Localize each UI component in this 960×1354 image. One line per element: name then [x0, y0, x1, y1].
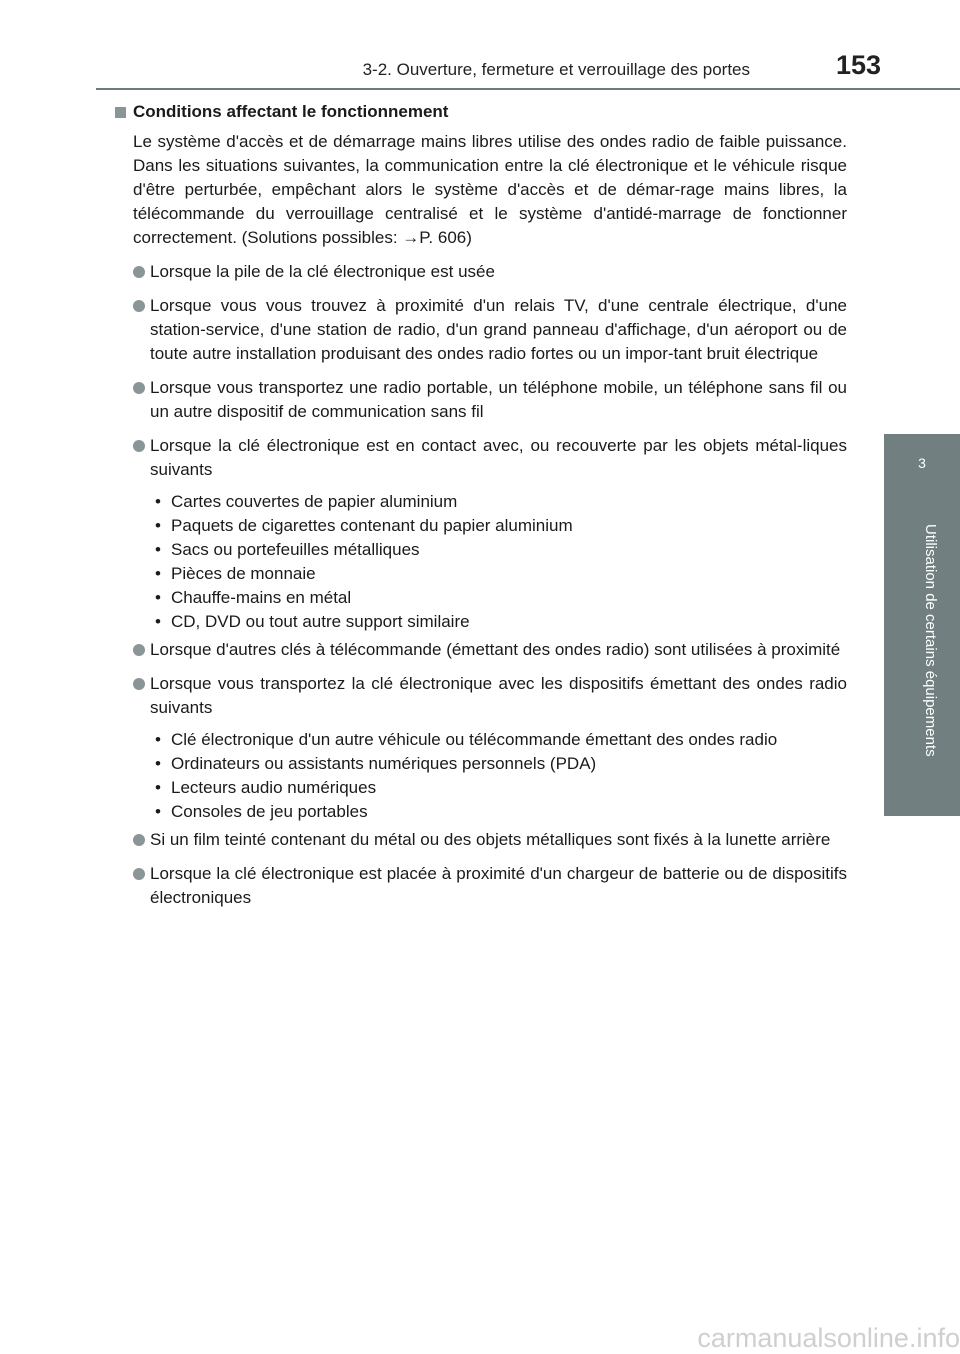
sub-list-item	[115, 562, 847, 586]
circle-bullet-icon	[133, 678, 145, 690]
sub-list-item	[115, 728, 847, 752]
sub-list-item-text: Ordinateurs ou assistants numériques personnels (PDA)	[171, 754, 597, 773]
conditions-list	[115, 260, 847, 910]
list-item-text: Lorsque d'autres clés à télécommande (émettant des ondes radio) sont utilisées à proximité	[150, 640, 841, 659]
sub-list-item-text: Sacs ou portefeuilles métalliques	[171, 540, 420, 559]
circle-bullet-icon	[133, 644, 145, 656]
list-item-text: Lorsque vous transportez une radio portable, un téléphone mobile, un téléphone sans fil ou un autre dispositif de communication sans fil	[150, 378, 847, 421]
dot-bullet-icon: •	[155, 802, 161, 821]
sub-list-item-text: Consoles de jeu portables	[171, 802, 368, 821]
circle-bullet-icon	[133, 868, 145, 880]
sub-list-item	[115, 752, 847, 776]
dot-bullet-icon: •	[155, 612, 161, 631]
list-item-text: Lorsque vous vous trouvez à proximité d'un relais TV, d'une centrale électrique, d'une station-service, d'une station de radio, d'un grand panneau d'affichage, d'un aéroport ou de toute autre installation produisant des ondes radio fortes ou un impor-tant bruit électrique	[150, 296, 847, 363]
sub-list-item-text: Cartes couvertes de papier aluminium	[171, 492, 458, 511]
sub-list-item	[115, 490, 847, 514]
sub-list	[115, 728, 847, 824]
list-item	[115, 638, 847, 662]
dot-bullet-icon: •	[155, 730, 161, 749]
dot-bullet-icon: •	[155, 492, 161, 511]
sub-list-item-text: Lecteurs audio numériques	[171, 778, 377, 797]
list-item	[115, 828, 847, 852]
intro-paragraph: Le système d'accès et de démarrage mains libres utilise des ondes radio de faible puissance. Dans les situations suivantes, la communication entre la clé électronique et le véhicule risque d'être perturbée, empêchant alors le système d'accès et de démar-rage mains libres, la télécommande du verrouillage centralisé et le système d'antidé-marrage de fonctionner correctement. (Solutions possibles: →P. 606)	[133, 132, 847, 247]
section-heading	[115, 100, 847, 124]
circle-bullet-icon	[133, 382, 145, 394]
sub-list	[115, 490, 847, 634]
chapter-title: Utilisation de certains équipements	[922, 524, 939, 757]
list-item-text: Lorsque la clé électronique est en contact avec, ou recouverte par les objets métal-liques suivants	[150, 436, 847, 479]
dot-bullet-icon: •	[155, 516, 161, 535]
circle-bullet-icon	[133, 834, 145, 846]
chapter-number: 3	[918, 455, 926, 471]
list-item-text: Si un film teinté contenant du métal ou des objets métalliques sont fixés à la lunette arrière	[150, 830, 831, 849]
list-item	[115, 862, 847, 910]
watermark-text: carmanualsonline.info	[697, 1323, 960, 1353]
page-number: 153	[836, 50, 882, 80]
sub-list-item	[115, 538, 847, 562]
list-item-text: Lorsque la pile de la clé électronique est usée	[150, 262, 495, 281]
section-title: 3-2. Ouverture, fermeture et verrouillage des portes	[362, 60, 750, 79]
dot-bullet-icon: •	[155, 754, 161, 773]
header-rule	[96, 88, 960, 90]
section-heading-text: Conditions affectant le fonctionnement	[133, 102, 449, 121]
list-item-text: Lorsque vous transportez la clé électronique avec les dispositifs émettant des ondes radio suivants	[150, 674, 847, 717]
list-item	[115, 672, 847, 720]
dot-bullet-icon: •	[155, 540, 161, 559]
main-content	[115, 100, 847, 920]
sub-list-item	[115, 776, 847, 800]
list-item	[115, 294, 847, 366]
sub-list-item-text: CD, DVD ou tout autre support similaire	[171, 612, 470, 631]
sub-list-item-text: Chauffe-mains en métal	[171, 588, 352, 607]
list-item-text: Lorsque la clé électronique est placée à proximité d'un chargeur de batterie ou de dispositifs électroniques	[150, 864, 847, 907]
sub-list-item-text: Paquets de cigarettes contenant du papier aluminium	[171, 516, 573, 535]
circle-bullet-icon	[133, 300, 145, 312]
circle-bullet-icon	[133, 266, 145, 278]
list-item	[115, 376, 847, 424]
dot-bullet-icon: •	[155, 588, 161, 607]
sub-list-item-text: Pièces de monnaie	[171, 564, 316, 583]
sub-list-item	[115, 610, 847, 634]
square-bullet-icon	[115, 107, 126, 118]
sub-list-item-text: Clé électronique d'un autre véhicule ou télécommande émettant des ondes radio	[171, 730, 778, 749]
sub-list-item	[115, 800, 847, 824]
list-item	[115, 260, 847, 284]
dot-bullet-icon: •	[155, 778, 161, 797]
list-item	[115, 434, 847, 482]
sub-list-item	[115, 514, 847, 538]
sub-list-item	[115, 586, 847, 610]
dot-bullet-icon: •	[155, 564, 161, 583]
circle-bullet-icon	[133, 440, 145, 452]
